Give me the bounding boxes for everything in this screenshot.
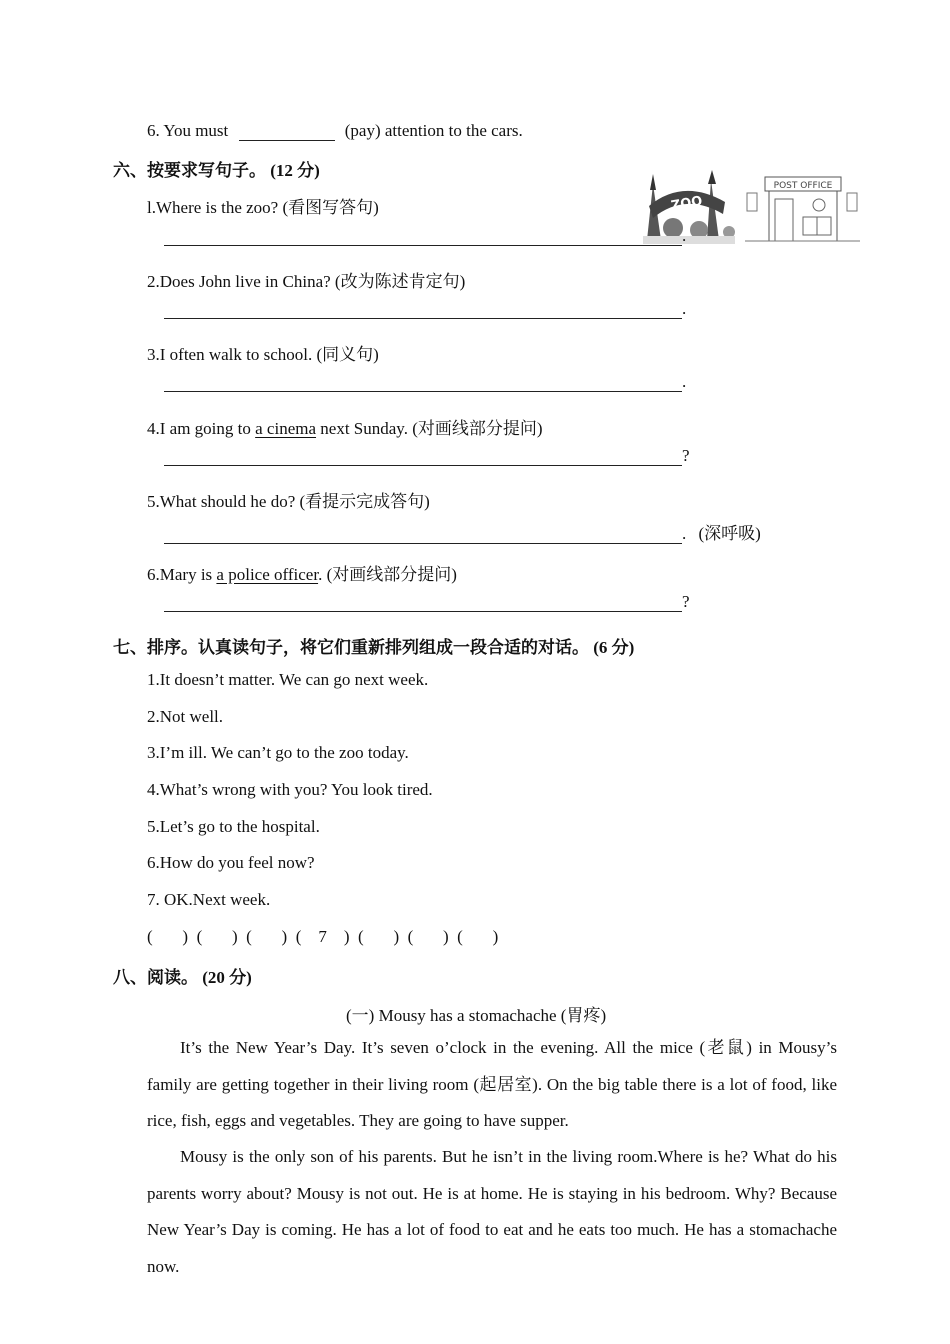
- question-item: 5.What should he do? (看提示完成答句): [147, 492, 430, 511]
- underlined-phrase: a cinema: [255, 419, 317, 438]
- section-6-heading: 六、按要求写句子。 (12 分): [113, 161, 320, 180]
- section-7-heading: 七、排序。认真读句子，将它们重新排列组成一段合适的对话。 (6 分): [113, 638, 635, 657]
- answer-line[interactable]: [164, 610, 682, 612]
- section-8-heading: 八、阅读。 (20 分): [113, 968, 252, 987]
- answer-line[interactable]: [164, 317, 682, 319]
- hint-text: (深呼吸): [698, 524, 761, 543]
- question-text: (pay) attention to the cars.: [344, 121, 523, 140]
- reading-title: (一) Mousy has a stomachache (胃疼): [346, 1006, 607, 1025]
- dialogue-sentence: 4.What’s wrong with you? You look tired.: [147, 780, 433, 799]
- dialogue-sentence: 3.I’m ill. We can’t go to the zoo today.: [147, 743, 409, 762]
- answer-line[interactable]: [164, 542, 682, 544]
- reading-paragraph-1: It’s the New Year’s Day. It’s seven o’clock in the evening. All the mice (老鼠) in Mousy’s family are getting together in their living room (起居室). On the big table there is a lot of food, like rice, fish, eggs and vegetables. They are going to have supper.: [147, 1038, 837, 1131]
- question-item: 2.Does John live in China? (改为陈述肯定句): [147, 272, 466, 291]
- dialogue-sentence: 1.It doesn’t matter. We can go next week.: [147, 670, 429, 689]
- dialogue-sentence: 2.Not well.: [147, 707, 224, 726]
- answer-line[interactable]: [164, 464, 682, 466]
- reading-paragraph-2: Mousy is the only son of his parents. But he isn’t in the living room.Where is he? What do his parents worry about? Mousy is not out. He is at home. He is staying in his bedroom. Why? Because New Year’s Day is coming. He has a lot of food to eat and he eats too much. He has a stomachache now.: [147, 1147, 837, 1276]
- post-office-sign-text: POST OFFICE: [773, 181, 833, 191]
- zoo-sign-text: ZOO: [669, 193, 704, 214]
- dialogue-sentence: 7. OK.Next week.: [147, 890, 271, 909]
- question-item: 3.I often walk to school. (同义句): [147, 345, 379, 364]
- answer-line[interactable]: [164, 244, 682, 246]
- answer-line-row: ?: [164, 446, 690, 466]
- post-office-image: [745, 173, 860, 245]
- question-item: l.Where is the zoo? (看图写答句): [147, 198, 379, 217]
- fill-in-question-6: [147, 121, 523, 141]
- dialogue-sentence: 5.Let’s go to the hospital.: [147, 817, 320, 836]
- answer-line[interactable]: [164, 390, 682, 392]
- ordering-answer-row[interactable]: ( ) ( ) ( ) ( 7 ) ( ) ( ) ( ): [147, 927, 499, 946]
- answer-line-row: .: [164, 299, 686, 319]
- answer-line-row: ?: [164, 592, 690, 612]
- dialogue-sentence: 6.How do you feel now?: [147, 853, 315, 872]
- question-item: 4.I am going to a cinema next Sunday. (对画线部分提问): [147, 419, 543, 438]
- answer-line-row: .: [164, 226, 686, 246]
- answer-blank[interactable]: [239, 139, 335, 141]
- question-text: 6. You must: [147, 121, 229, 140]
- underlined-phrase: a police officer: [216, 565, 319, 584]
- answer-line-row: . (深呼吸): [164, 519, 761, 544]
- question-item: 6.Mary is a police officer. (对画线部分提问): [147, 565, 457, 584]
- answer-line-row: .: [164, 372, 686, 392]
